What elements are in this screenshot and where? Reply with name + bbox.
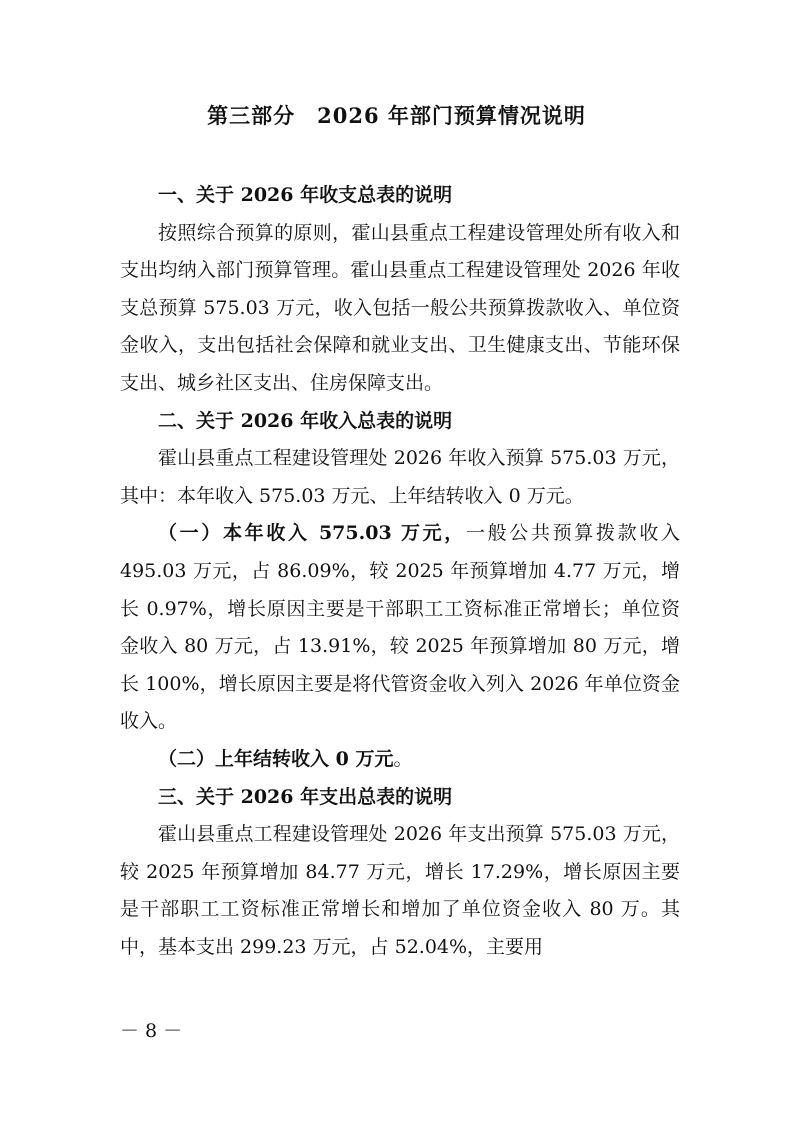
paragraph-4-text: 。 — [393, 747, 413, 770]
paragraph-3-text: 一般公共预算拨款收入 495.03 万元，占 86.09%，较 2025 年预算增加 4.77 万元，增长 0.97%，增长原因主要是干部职工工资标准正常增长；单位资金收入 80 万元，占 13.91%，较 2025 年预算增加 80 万元，增长 100%，增长原因主要是将代管资金收入列入 2026 年单位资金收入。 — [120, 522, 680, 733]
paragraph-2: 霍山县重点工程建设管理处 2026 年收入预算 575.03 万元，其中：本年收入 575.03 万元、上年结转收入 0 万元。 — [120, 447, 680, 507]
paragraph-5: 霍山县重点工程建设管理处 2026 年支出预算 575.03 万元，较 2025 年预算增加 84.77 万元，增长 17.29%，增长原因主要是干部职工工资标准正常增长和增加了单位资金收入 80 万。其中，基本支出 299.23 万元，占 52.04%，主要用 — [120, 823, 680, 958]
section-heading-1: 一、关于 2026 年收支总表的说明 — [158, 184, 453, 206]
page-number: － 8 － — [120, 1020, 183, 1042]
paragraph-4 — [120, 741, 680, 779]
document-body — [120, 177, 680, 966]
paragraph-1: 按照综合预算的原则，霍山县重点工程建设管理处所有收入和支出均纳入部门预算管理。霍山县重点工程建设管理处 2026 年收支总预算 575.03 万元，收入包括一般公共预算拨款收入、单位资金收入，支出包括社会保障和就业支出、卫生健康支出、节能环保支出、城乡社区支出、住房保障支出。 — [120, 221, 680, 394]
subheading-current-year-income: （一）本年收入 575.03 万元， — [158, 522, 466, 545]
paragraph-3 — [120, 515, 680, 741]
subheading-carryover-income: （二）上年结转收入 0 万元 — [158, 747, 394, 770]
section-heading-3: 三、关于 2026 年支出总表的说明 — [158, 785, 453, 808]
page-title: 第三部分 2026 年部门预算情况说明 — [207, 103, 586, 128]
section-heading-2: 二、关于 2026 年收入总表的说明 — [158, 409, 453, 432]
